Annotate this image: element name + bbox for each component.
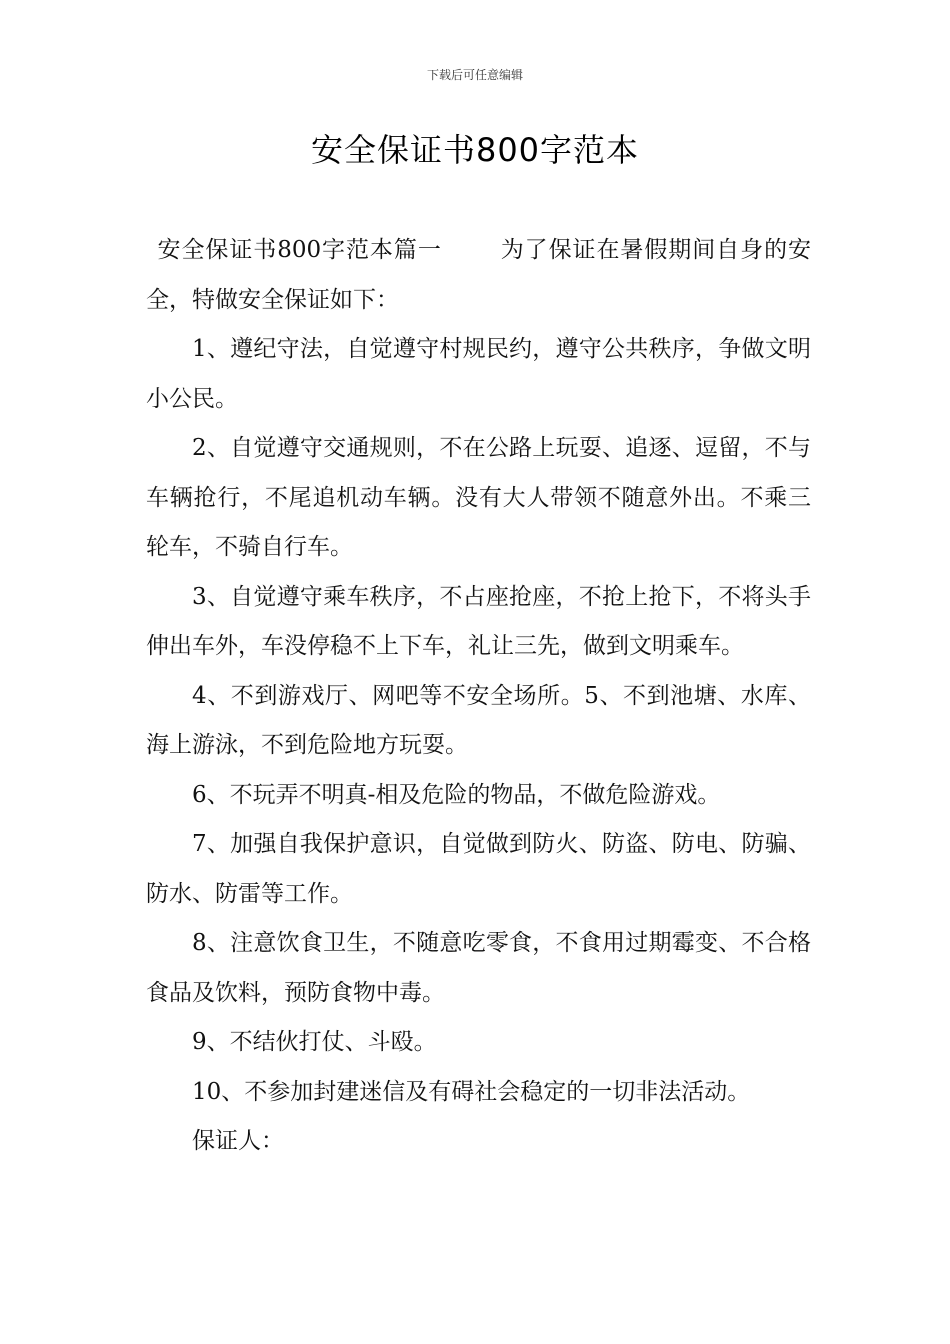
intro-heading: 安全保证书800字范本篇一: [157, 237, 442, 263]
header-note: 下载后可任意编辑: [426, 68, 523, 82]
intro-text: 为了保证在暑假期间自身的安全，特做安全保证如下：: [146, 237, 812, 313]
item-8: 8、注意饮食卫生，不随意吃零食，不食用过期霉变、不合格食品及饮料，预防食物中毒。: [146, 930, 811, 1006]
item-4-5: 4、不到游戏厅、网吧等不安全场所。5、不到池塘、水库、海上游泳，不到危险地方玩耍。: [146, 682, 811, 758]
item-6: 6、不玩弄不明真-相及危险的物品，不做危险游戏。: [192, 781, 721, 808]
intro-paragraph: [146, 226, 811, 325]
item-2: 2、自觉遵守交通规则，不在公路上玩耍、追逐、逗留，不与车辆抢行，不尾追机动车辆。没有大人带领不随意外出。不乘三轮车，不骑自行车。: [146, 435, 811, 560]
item-7: 7、加强自我保护意识，自觉做到防火、防盗、防电、防骗、防水、防雷等工作。: [146, 831, 811, 907]
item-10: 10、不参加封建迷信及有碍社会稳定的一切非法活动。: [192, 1078, 751, 1105]
document-body: [146, 226, 811, 1167]
item-3: 3、自觉遵守乘车秩序，不占座抢座，不抢上抢下，不将头手伸出车外，车没停稳不上下车，礼让三先，做到文明乘车。: [146, 583, 811, 659]
signature-label: 保证人：: [192, 1128, 284, 1154]
document-title: 安全保证书800字范本: [310, 131, 640, 169]
item-1: 1、遵纪守法，自觉遵守村规民约，遵守公共秩序，争做文明小公民。: [146, 336, 811, 412]
item-9: 9、不结伙打仗、斗殴。: [192, 1029, 437, 1055]
